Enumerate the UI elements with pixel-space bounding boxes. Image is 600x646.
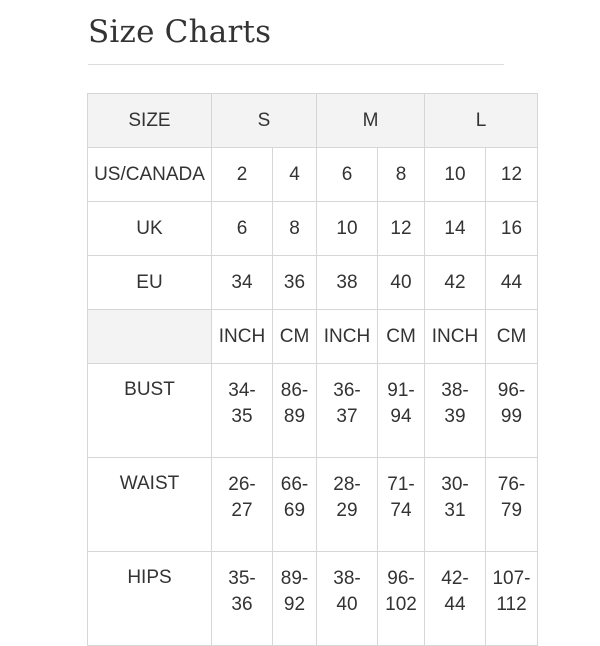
size-chart-table (87, 93, 538, 646)
table-cell (378, 552, 425, 646)
range-end: 69 (283, 500, 306, 521)
unit-cell: INCH (212, 310, 273, 364)
range-start: 38- (441, 380, 469, 401)
table-cell: 6 (212, 202, 273, 256)
range-end: 40 (336, 594, 358, 615)
unit-cell: CM (378, 310, 425, 364)
range-start: 96- (387, 568, 415, 589)
table-cell: 34 (212, 256, 273, 310)
unit-cell: CM (486, 310, 538, 364)
size-group-m: M (317, 94, 425, 148)
row-label: UK (88, 202, 212, 256)
table-cell (212, 364, 273, 458)
table-cell: 8 (378, 148, 425, 202)
range-end: 31 (444, 500, 466, 521)
table-cell: 44 (486, 256, 538, 310)
row-label: EU (88, 256, 212, 310)
range-end: 29 (336, 500, 358, 521)
range-start: 30- (441, 474, 469, 495)
range-end: 27 (231, 500, 253, 521)
range-end: 44 (444, 594, 466, 615)
range-start: 86- (280, 380, 309, 401)
range-end: 35 (231, 406, 253, 427)
table-cell (212, 458, 273, 552)
range-end: 79 (500, 500, 523, 521)
table-row-waist (88, 458, 538, 552)
unit-cell: CM (273, 310, 317, 364)
row-label: HIPS (88, 552, 212, 646)
table-cell (425, 364, 486, 458)
table-row-bust (88, 364, 538, 458)
unit-cell: INCH (425, 310, 486, 364)
table-cell (486, 552, 538, 646)
table-cell (378, 458, 425, 552)
range-end: 39 (444, 406, 466, 427)
range-start: 26- (228, 474, 256, 495)
range-start: 76- (497, 474, 526, 495)
range-start: 38- (333, 568, 361, 589)
range-end: 37 (336, 406, 358, 427)
table-row-us-canada (88, 148, 538, 202)
table-cell: 14 (425, 202, 486, 256)
table-row-hips (88, 552, 538, 646)
unit-cell: INCH (317, 310, 378, 364)
range-start: 89- (280, 568, 309, 589)
size-group-s: S (212, 94, 317, 148)
range-end: 112 (496, 594, 527, 615)
table-cell: 42 (425, 256, 486, 310)
range-start: 35- (228, 568, 256, 589)
range-end: 36 (231, 594, 253, 615)
range-start: 96- (497, 380, 526, 401)
table-cell (425, 552, 486, 646)
size-header-cell: SIZE (88, 94, 212, 148)
table-cell: 10 (425, 148, 486, 202)
range-end: 102 (385, 594, 417, 615)
table-cell (486, 364, 538, 458)
title-divider (88, 64, 504, 65)
table-cell (212, 552, 273, 646)
table-cell: 40 (378, 256, 425, 310)
table-cell: 38 (317, 256, 378, 310)
range-start: 34- (228, 380, 256, 401)
range-start: 36- (333, 380, 361, 401)
table-cell: 12 (378, 202, 425, 256)
table-cell: 12 (486, 148, 538, 202)
range-end: 94 (390, 406, 412, 427)
range-end: 89 (283, 406, 306, 427)
table-cell (317, 364, 378, 458)
table-cell (317, 552, 378, 646)
table-cell (273, 552, 317, 646)
table-cell (425, 458, 486, 552)
size-group-l: L (425, 94, 538, 148)
table-cell: 10 (317, 202, 378, 256)
table-cell (273, 458, 317, 552)
table-row-eu (88, 256, 538, 310)
range-end: 92 (283, 594, 306, 615)
row-label: WAIST (88, 458, 212, 552)
table-cell (317, 458, 378, 552)
row-label: US/CANADA (88, 148, 212, 202)
table-cell: 16 (486, 202, 538, 256)
range-start: 107- (492, 568, 531, 589)
range-end: 99 (500, 406, 523, 427)
range-start: 66- (280, 474, 309, 495)
range-start: 71- (387, 474, 415, 495)
table-cell (273, 364, 317, 458)
units-label-cell (88, 310, 212, 364)
table-cell: 8 (273, 202, 317, 256)
range-start: 91- (387, 380, 415, 401)
table-cell: 2 (212, 148, 273, 202)
table-cell: 36 (273, 256, 317, 310)
page-title: Size Charts (88, 14, 272, 50)
range-start: 28- (333, 474, 361, 495)
table-cell (486, 458, 538, 552)
table-cell: 4 (273, 148, 317, 202)
table-cell (378, 364, 425, 458)
table-row-uk (88, 202, 538, 256)
range-start: 42- (441, 568, 469, 589)
row-label: BUST (88, 364, 212, 458)
range-end: 74 (390, 500, 412, 521)
header-row (88, 94, 538, 148)
table-row-units (88, 310, 538, 364)
table-cell: 6 (317, 148, 378, 202)
